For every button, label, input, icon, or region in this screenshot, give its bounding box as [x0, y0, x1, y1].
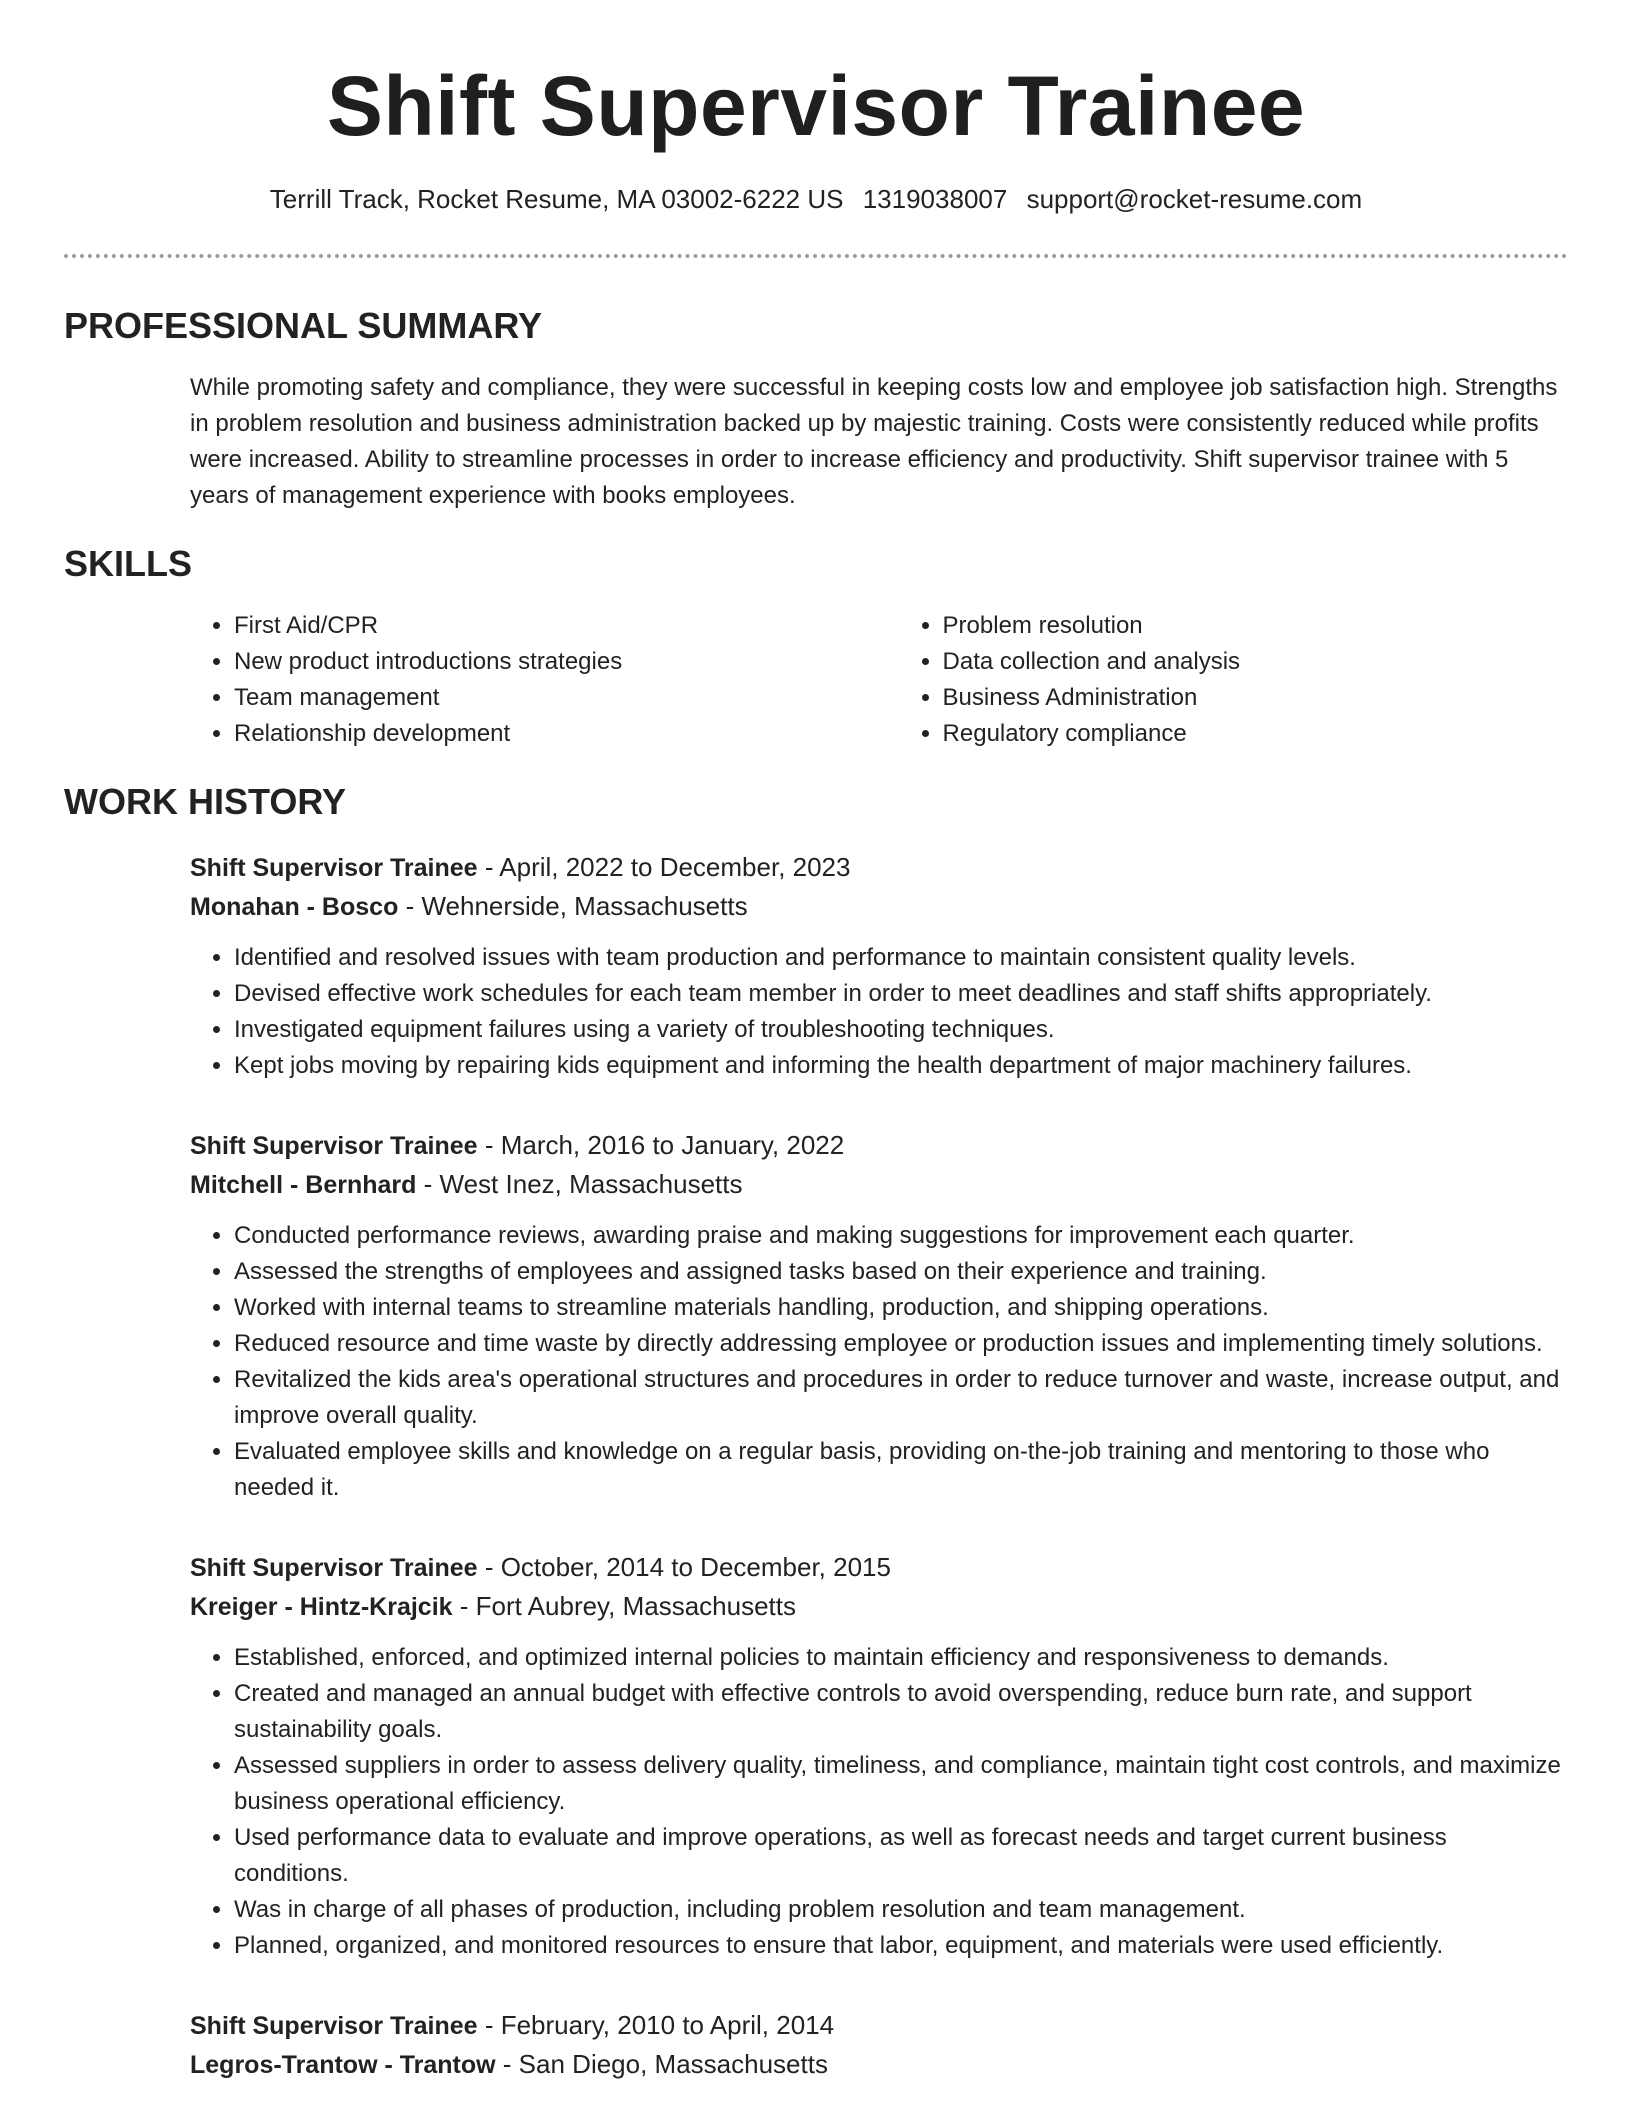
job-title-line: [190, 1548, 1568, 1587]
job-company: Kreiger - Hintz-Krajcik: [190, 1593, 453, 1621]
job-duty-item: • Assessed suppliers in order to assess delivery quality, timeliness, and compliance, maintain tight cost controls, and maximize business operational efficiency.: [234, 1748, 1568, 1820]
job-entry: [190, 2006, 1568, 2084]
contact-phone: 1319038007: [862, 184, 1008, 214]
candidate-name: Shift Supervisor Trainee: [326, 59, 1306, 153]
job-duty-item: • Established, enforced, and optimized internal policies to maintain efficiency and responsiveness to demands.: [234, 1640, 1568, 1676]
skill-item: • Data collection and analysis: [943, 644, 1568, 680]
job-location: - Wehnerside, Massachusetts: [398, 891, 748, 921]
job-duties: [190, 940, 1568, 1084]
job-location: - West Inez, Massachusetts: [416, 1169, 743, 1199]
skills-column-left: [190, 608, 899, 752]
skills-list: [190, 608, 1568, 752]
job-dates: - February, 2010 to April, 2014: [477, 2010, 835, 2040]
skills-heading: SKILLS: [64, 543, 193, 584]
skill-item: • First Aid/CPR: [234, 608, 899, 644]
skill-item: • Business Administration: [943, 680, 1568, 716]
job-title-line: [190, 848, 1568, 887]
contact-address: Terrill Track, Rocket Resume, MA 03002-6222 US: [269, 184, 844, 214]
job-duty-item: • Used performance data to evaluate and improve operations, as well as forecast needs and target current business conditions.: [234, 1820, 1568, 1892]
job-duty-item: • Assessed the strengths of employees and assigned tasks based on their experience and training.: [234, 1254, 1568, 1290]
summary-heading: PROFESSIONAL SUMMARY: [64, 305, 543, 346]
job-duty-item: • Conducted performance reviews, awarding praise and making suggestions for improvement each quarter.: [234, 1218, 1568, 1254]
job-duty-item: • Devised effective work schedules for each team member in order to meet deadlines and staff shifts appropriately.: [234, 976, 1568, 1012]
job-dates: - October, 2014 to December, 2015: [477, 1552, 891, 1582]
job-duty-item: • Reduced resource and time waste by directly addressing employee or production issues and implementing timely solutions.: [234, 1326, 1568, 1362]
skill-item: • Regulatory compliance: [943, 716, 1568, 752]
job-duties: [190, 1640, 1568, 1964]
job-company-line: [190, 2045, 1568, 2084]
skill-item: • New product introductions strategies: [234, 644, 899, 680]
job-duty-item: • Evaluated employee skills and knowledge on a regular basis, providing on-the-job training and mentoring to those who needed it.: [234, 1434, 1568, 1506]
job-duty-item: • Worked with internal teams to streamline materials handling, production, and shipping operations.: [234, 1290, 1568, 1326]
job-duty-item: • Planned, organized, and monitored resources to ensure that labor, equipment, and materials were used efficiently.: [234, 1928, 1568, 1964]
job-company: Mitchell - Bernhard: [190, 1171, 417, 1199]
job-duty-item: • Identified and resolved issues with team production and performance to maintain consistent quality levels.: [234, 940, 1568, 976]
job-company: Legros-Trantow - Trantow: [190, 2051, 496, 2079]
job-company: Monahan - Bosco: [190, 893, 399, 921]
job-entry: [190, 1126, 1568, 1506]
job-duty-item: • Created and managed an annual budget with effective controls to avoid overspending, reduce burn rate, and support sustainability goals.: [234, 1676, 1568, 1748]
job-duty-item: • Revitalized the kids area's operational structures and procedures in order to reduce turnover and waste, increase output, and improve overall quality.: [234, 1362, 1568, 1434]
job-company-line: [190, 1587, 1568, 1626]
job-title-line: [190, 2006, 1568, 2045]
job-duty-item: • Kept jobs moving by repairing kids equipment and informing the health department of major machinery failures.: [234, 1048, 1568, 1084]
header-divider: [64, 254, 1568, 258]
job-duties: [190, 1218, 1568, 1506]
resume-page: [64, 0, 1568, 2084]
job-position: Shift Supervisor Trainee: [190, 854, 478, 882]
job-position: Shift Supervisor Trainee: [190, 1554, 478, 1582]
job-title-line: [190, 1126, 1568, 1165]
summary-text: While promoting safety and compliance, they were successful in keeping costs low and employee job satisfaction high. Strengths in problem resolution and business administration backed up by majestic training. Costs were consistently reduced while profits were increased. Ability to streamline processes in order to increase efficiency and productivity. Shift supervisor trainee with 5 years of management experience with books employees.: [190, 374, 1558, 509]
contact-email: support@rocket-resume.com: [1026, 184, 1363, 214]
job-dates: - April, 2022 to December, 2023: [477, 852, 851, 882]
skill-item: • Problem resolution: [943, 608, 1568, 644]
job-entry: [190, 848, 1568, 1084]
contact-info: [64, 182, 1568, 216]
job-position: Shift Supervisor Trainee: [190, 1132, 478, 1160]
job-duty-item: • Investigated equipment failures using a variety of troubleshooting techniques.: [234, 1012, 1568, 1048]
job-entry: [190, 1548, 1568, 1964]
work-history-heading: WORK HISTORY: [64, 781, 347, 822]
job-location: - San Diego, Massachusetts: [495, 2049, 828, 2079]
skills-column-right: [899, 608, 1568, 752]
job-company-line: [190, 887, 1568, 926]
job-position: Shift Supervisor Trainee: [190, 2012, 478, 2040]
job-location: - Fort Aubrey, Massachusetts: [452, 1591, 796, 1621]
job-company-line: [190, 1165, 1568, 1204]
job-duty-item: • Was in charge of all phases of production, including problem resolution and team management.: [234, 1892, 1568, 1928]
skill-item: • Team management: [234, 680, 899, 716]
skill-item: • Relationship development: [234, 716, 899, 752]
job-dates: - March, 2016 to January, 2022: [477, 1130, 845, 1160]
